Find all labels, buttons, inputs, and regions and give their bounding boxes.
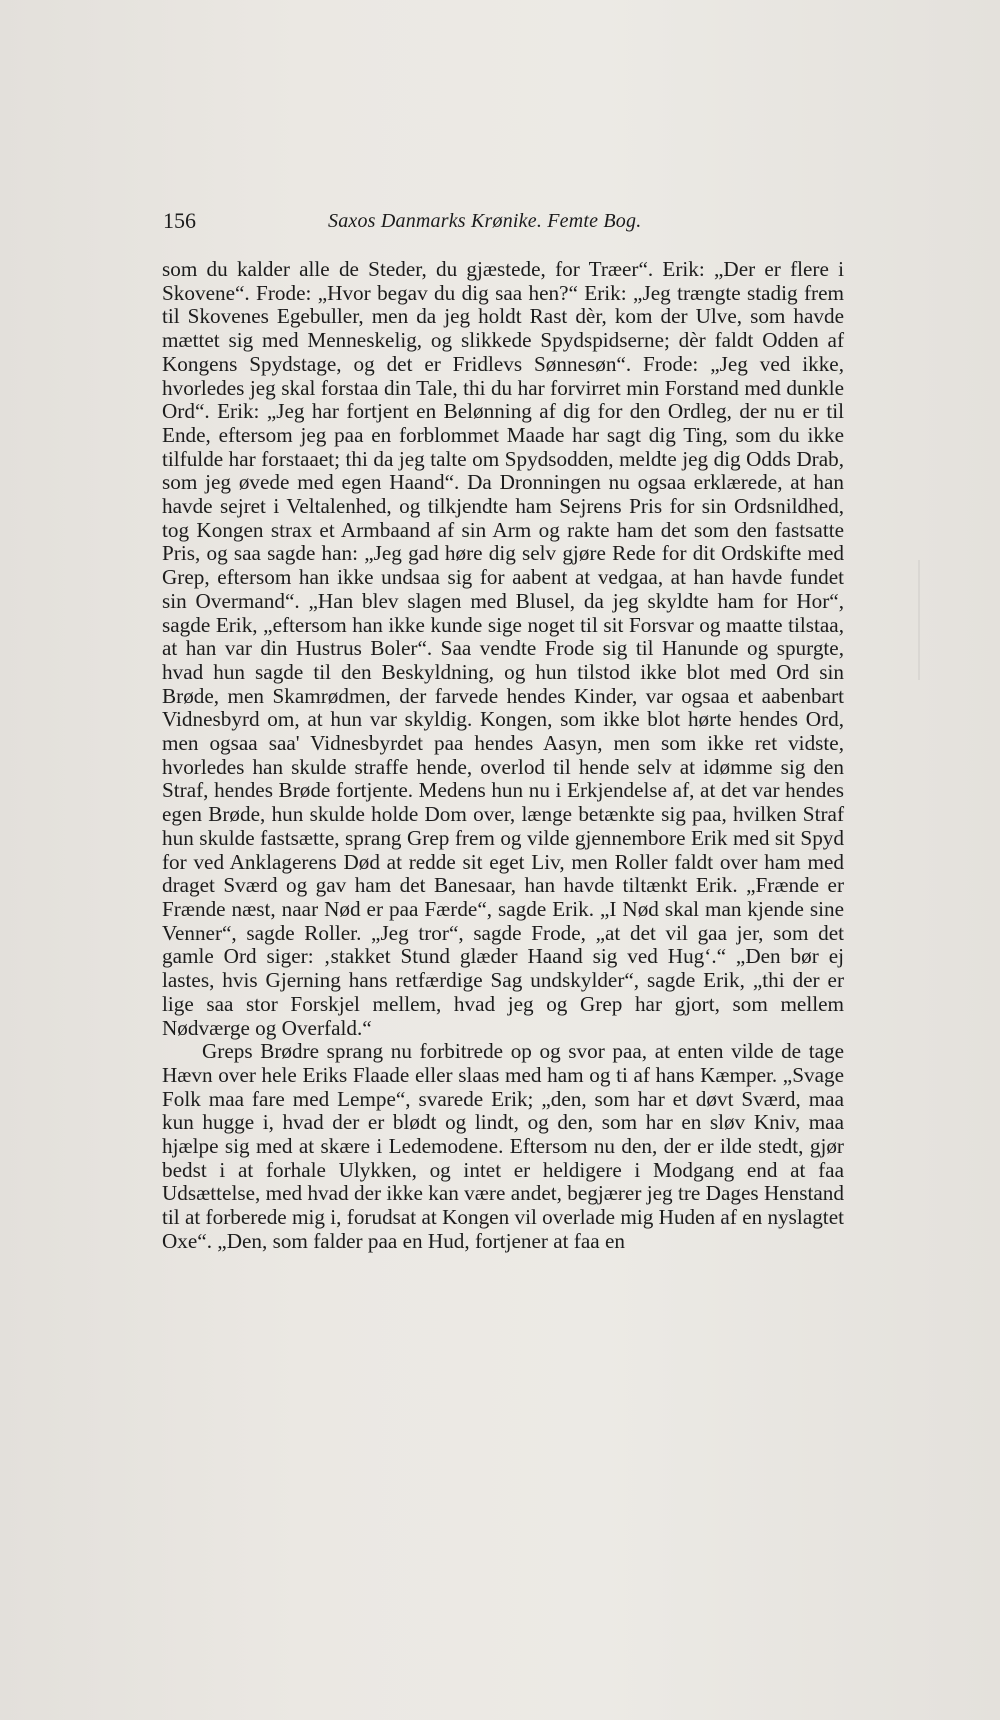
paragraph: som du kalder alle de Steder, du gjæstede, for Træer“. Erik: „Der er flere i Skovene“. Frode: „Hvor begav du dig saa hen?“ Erik: „Jeg trængte stadig frem til Skovenes Egebuller, men da jeg holdt Rast dèr, kom der Ulve, som havde mættet sig med Menneskelig, og slikkede Spydspidserne; dèr faldt Odden af Kongens Spydstage, og det er Fridlevs Sønnesøn“. Frode: „Jeg ved ikke, hvorledes jeg skal forstaa din Tale, thi du har forvirret min Forstand med dunkle Ord“. Erik: „Jeg har fortjent en Belønning af dig for den Ordleg, der nu er til Ende, eftersom jeg paa en forblommet Maade har sagt dig Ting, som du ikke tilfulde har forstaaet; thi da jeg talte om Spydsodden, meldte jeg dig Odds Drab, som jeg øvede med egen Haand“. Da Dronningen nu ogsaa erklærede, at han havde sejret i Veltalenhed, og tilkjendte ham Sejrens Pris for sin Ordsnildhed, tog Kongen strax et Armbaand af sin Arm og rakte ham det som den fastsatte Pris, og saa sagde han: „Jeg gad høre dig selv gjøre Rede for dit Ordskifte med Grep, eftersom han ikke undsaa sig for aabent at vedgaa, at han havde fundet sin Overmand“. „Han blev slagen med Blusel, da jeg skyldte ham for Hor“, sagde Erik, „eftersom han ikke kunde sige noget til sit Forsvar og maatte tilstaa, at han var din Hustrus Boler“. Saa vendte Frode sig til Hanunde og spurgte, hvad hun sagde til den Beskyldning, og hun tilstod ikke blot med Ord sin Brøde, men Skamrødmen, der farvede hendes Kinder, var ogsaa et aabenbart Vidnesbyrd om, at hun var skyldig. Kongen, som ikke blot hørte hendes Ord, men ogsaa saa' Vidnesbyrdet paa hendes Aasyn, men som ikke ret vidste, hvorledes han skulde straffe hende, overlod til hende selv at idømme sig den Straf, hendes Brøde fortjente. Medens hun nu i Erkjendelse af, at det var hendes egen Brøde, hun skulde holde Dom over, længe betænkte sig paa, hvilken Straf hun skulde fastsætte, sprang Grep frem og vilde gjennembore Erik med sit Spyd for ved Anklagerens Død at redde sit eget Liv, men Roller faldt over ham med draget Sværd og gav ham det Banesaar, han havde tiltænkt Erik. „Frænde er Frænde næst, naar Nød er paa Færde“, sagde Erik. „I Nød skal man kjende sine Venner“, sagde Roller. „Jeg tror“, sagde Frode, „at det vil gaa jer, som det gamle Ord siger: ‚stakket Stund glæder Haand sig ved Hug‘.“ „Den bør ej lastes, hvis Gjerning hans retfærdige Sag undskylder“, sagde Erik, „thi der er lige saa stor Forskjel mellem, hvad jeg og Grep har gjort, som mellem Nødværge og Overfald.“ (162, 257, 844, 1040)
paragraph: Greps Brødre sprang nu forbitrede op og svor paa, at enten vilde de tage Hævn over hele Eriks Flaade eller slaas med ham og ti af hans Kæmper. „Svage Folk maa fare med Lempe“, svarede Erik; „den, som har et døvt Sværd, maa kun hugge i, hvad der er blødt og lindt, og den, som har en sløv Kniv, maa hjælpe sig med at skære i Ledemodene. Eftersom nu den, der er ilde stedt, gjør bedst i at forhale Ulykken, og intet er heldigere i Modgang end at faa Udsættelse, med hvad der ikke kan være andet, begjærer jeg tre Dages Henstand til at forberede mig i, forudsat at Kongen vil overlade mig Huden af en nyslagtet Oxe“. „Den, som falder paa en Hud, fortjener at faa en (162, 1039, 844, 1253)
page-number: 156 (163, 208, 196, 233)
page-header (163, 208, 823, 242)
scan-artifact (918, 560, 920, 680)
running-title: Saxos Danmarks Krønike. Femte Bog. (328, 210, 642, 232)
body-text (162, 258, 844, 1254)
